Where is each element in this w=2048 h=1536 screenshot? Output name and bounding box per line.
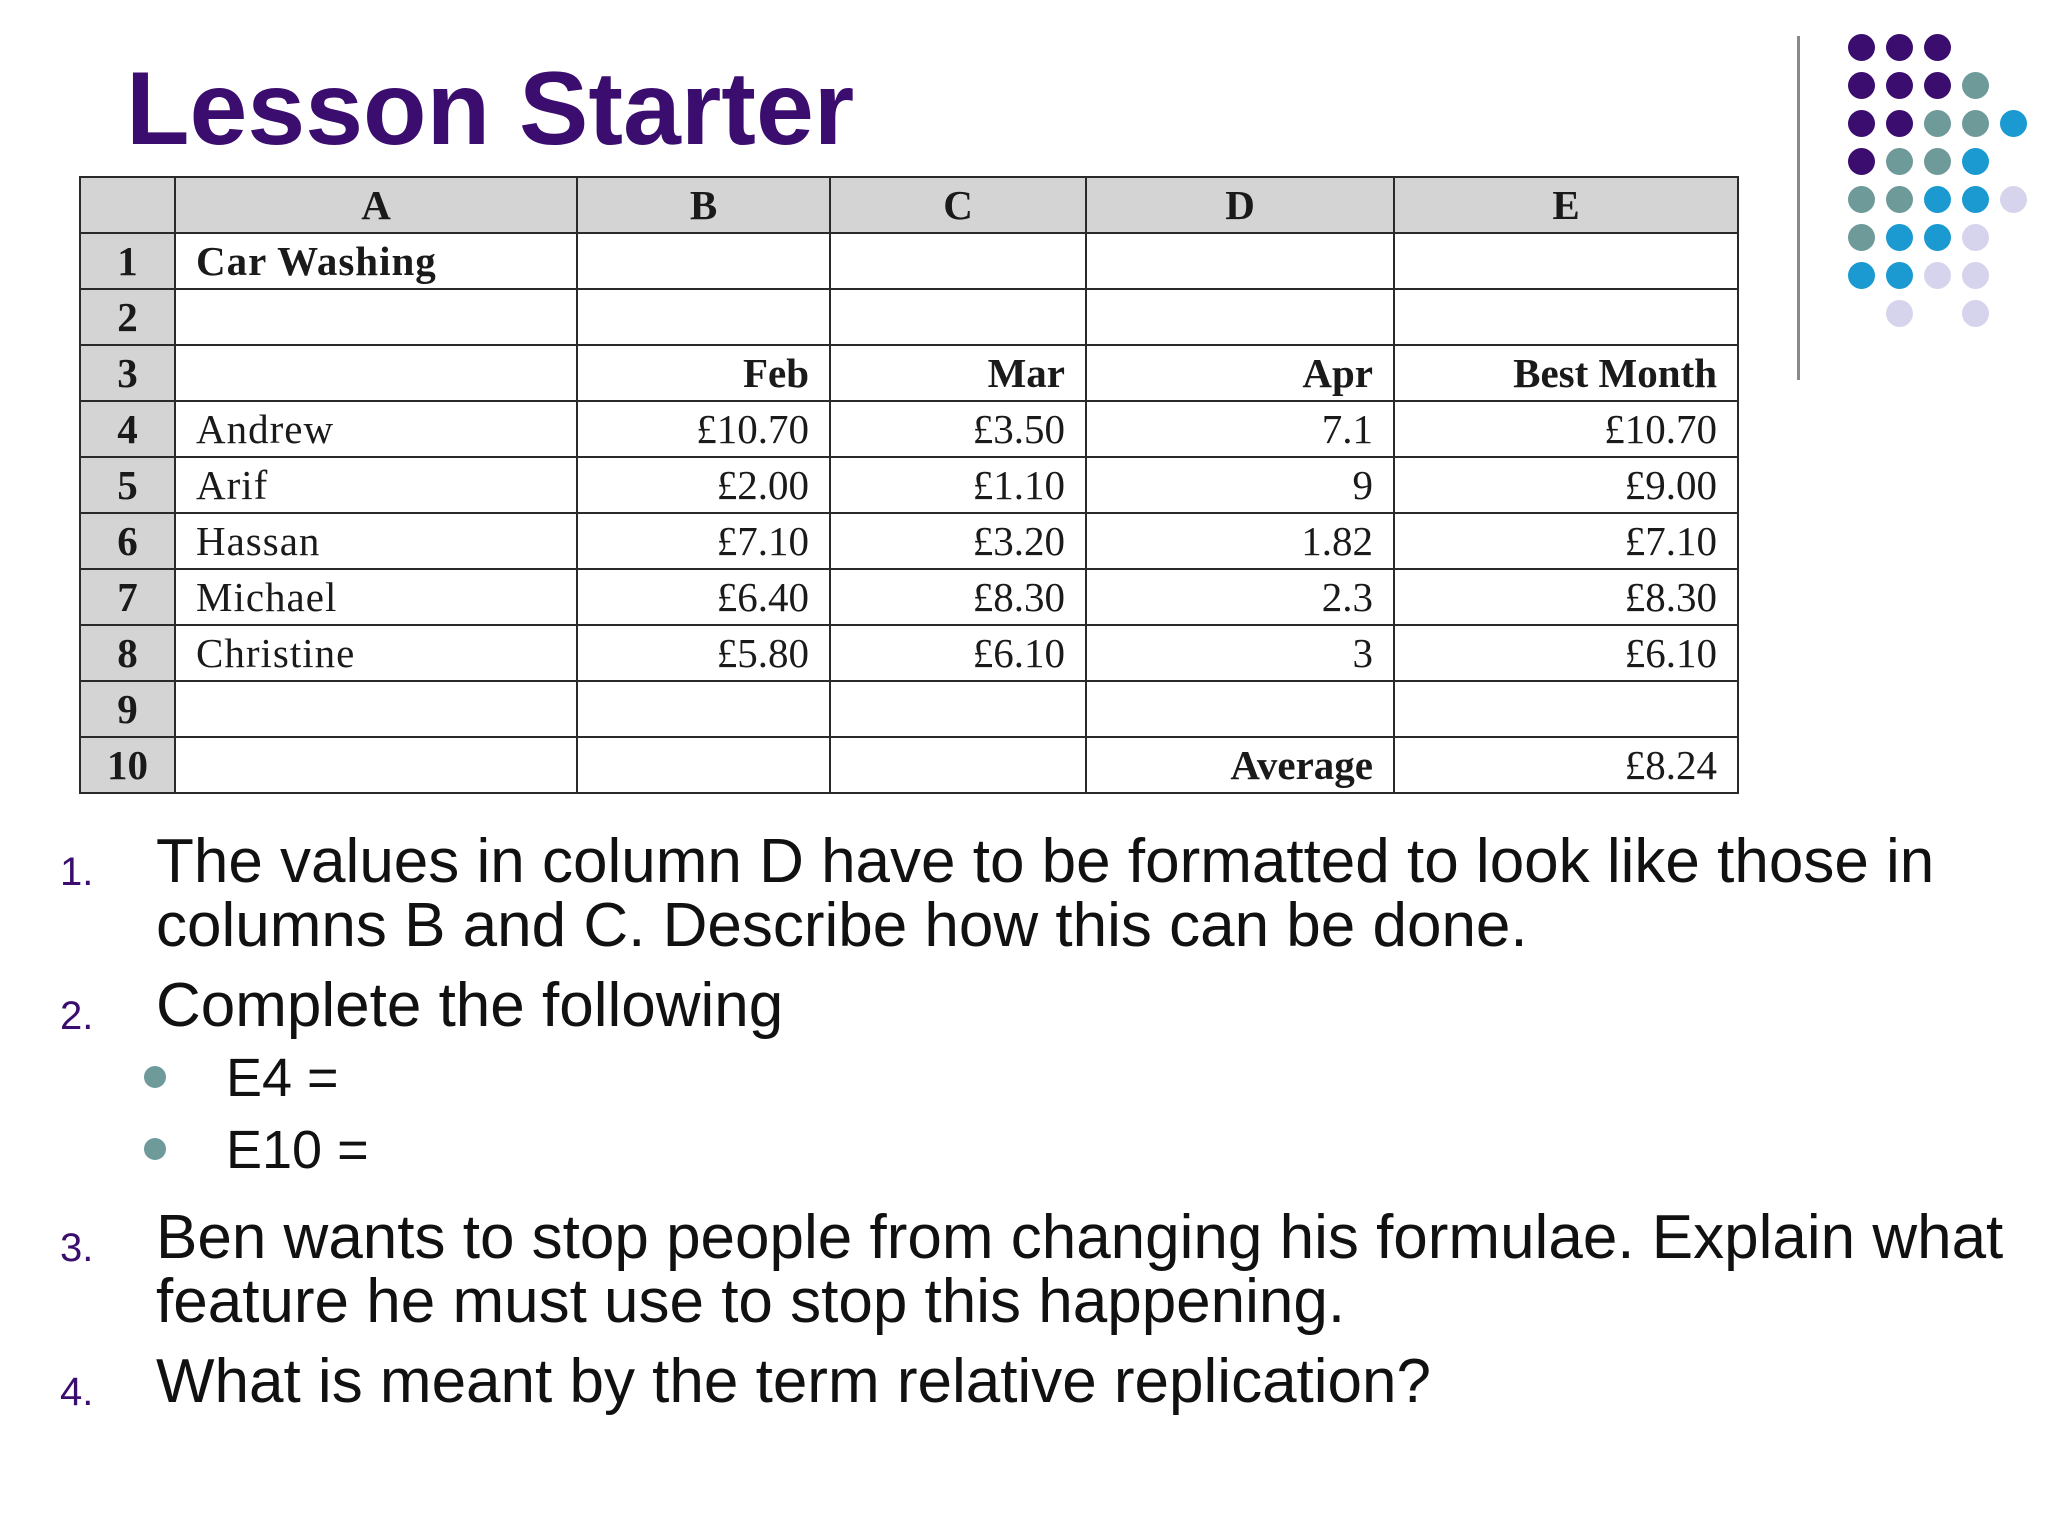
decorative-dot [1924, 110, 1951, 137]
divider-line [1797, 36, 1800, 380]
cell-d6: 1.82 [1086, 513, 1394, 569]
cell-c9 [830, 681, 1086, 737]
cell-d2 [1086, 289, 1394, 345]
cell-e4: £10.70 [1394, 401, 1738, 457]
table-row [80, 401, 1738, 457]
decorative-dot [1848, 72, 1875, 99]
cell-d1 [1086, 233, 1394, 289]
cell-e5: £9.00 [1394, 457, 1738, 513]
decorative-dot [1924, 34, 1951, 61]
cell-c6: £3.20 [830, 513, 1086, 569]
spreadsheet-table [79, 176, 1739, 794]
cell-a10 [175, 737, 577, 793]
decorative-dot [1886, 262, 1913, 289]
cell-c4: £3.50 [830, 401, 1086, 457]
cell-b7: £6.40 [577, 569, 830, 625]
question-number: 1. [60, 850, 94, 894]
decorative-dot [2000, 110, 2027, 137]
column-header-b: B [577, 177, 830, 233]
cell-e6: £7.10 [1394, 513, 1738, 569]
row-number: 5 [80, 457, 175, 513]
cell-a8: Christine [175, 625, 577, 681]
decorative-dot [1886, 300, 1913, 327]
row-number: 4 [80, 401, 175, 457]
cell-b8: £5.80 [577, 625, 830, 681]
cell-e8: £6.10 [1394, 625, 1738, 681]
table-row [80, 569, 1738, 625]
decorative-dot [1886, 72, 1913, 99]
cell-a3 [175, 345, 577, 401]
sub-item-text: E10 = [226, 1120, 369, 1180]
cell-c2 [830, 289, 1086, 345]
cell-b2 [577, 289, 830, 345]
cell-e2 [1394, 289, 1738, 345]
cell-e3: Best Month [1394, 345, 1738, 401]
question-4 [60, 1347, 2020, 1416]
cell-e10: £8.24 [1394, 737, 1738, 793]
cell-c5: £1.10 [830, 457, 1086, 513]
cell-a9 [175, 681, 577, 737]
table-row [80, 737, 1738, 793]
column-header-row [80, 177, 1738, 233]
question-text: What is meant by the term relative replication? [156, 1347, 1431, 1416]
column-header-a: A [175, 177, 577, 233]
cell-d9 [1086, 681, 1394, 737]
decorative-dot [1848, 34, 1875, 61]
decorative-dot [1848, 110, 1875, 137]
decorative-dot [1962, 224, 1989, 251]
row-number: 10 [80, 737, 175, 793]
decorative-dot [2000, 186, 2027, 213]
column-header-d: D [1086, 177, 1394, 233]
cell-e9 [1394, 681, 1738, 737]
cell-b5: £2.00 [577, 457, 830, 513]
cell-c3: Mar [830, 345, 1086, 401]
sub-item-text: E4 = [226, 1048, 339, 1108]
decorative-dot [1924, 72, 1951, 99]
cell-a2 [175, 289, 577, 345]
corner-cell [80, 177, 175, 233]
row-number: 6 [80, 513, 175, 569]
question-1 [60, 827, 2020, 960]
row-number: 7 [80, 569, 175, 625]
question-number: 4. [60, 1370, 94, 1414]
decorative-dot [1848, 148, 1875, 175]
decorative-dot [1886, 186, 1913, 213]
row-number: 1 [80, 233, 175, 289]
cell-c7: £8.30 [830, 569, 1086, 625]
decorative-dot [1848, 224, 1875, 251]
decorative-dot [1886, 148, 1913, 175]
question-number: 3. [60, 1226, 94, 1270]
decorative-dot [1886, 110, 1913, 137]
cell-b9 [577, 681, 830, 737]
row-number: 9 [80, 681, 175, 737]
cell-a5: Arif [175, 457, 577, 513]
cell-c8: £6.10 [830, 625, 1086, 681]
decorative-dot [1962, 110, 1989, 137]
decorative-dot [1886, 34, 1913, 61]
cell-d4: 7.1 [1086, 401, 1394, 457]
cell-c1 [830, 233, 1086, 289]
sub-item-e4 [60, 1042, 2020, 1114]
cell-d5: 9 [1086, 457, 1394, 513]
bullet-icon [144, 1066, 166, 1088]
cell-a7: Michael [175, 569, 577, 625]
decorative-dot [1962, 72, 1989, 99]
table-row [80, 513, 1738, 569]
cell-c10 [830, 737, 1086, 793]
sub-item-e10 [60, 1114, 2020, 1186]
column-header-e: E [1394, 177, 1738, 233]
question-text: The values in column D have to be formatted to look like those in columns B and C. Describe how this can be done. [156, 827, 1935, 960]
cell-d8: 3 [1086, 625, 1394, 681]
decorative-dot [1962, 186, 1989, 213]
cell-a6: Hassan [175, 513, 577, 569]
decorative-dot [1962, 262, 1989, 289]
table-row [80, 233, 1738, 289]
decorative-dot [1886, 224, 1913, 251]
question-text: Complete the following [156, 971, 784, 1040]
table-row [80, 681, 1738, 737]
cell-a1: Car Washing [175, 233, 577, 289]
table-row [80, 625, 1738, 681]
column-header-c: C [830, 177, 1086, 233]
cell-e1 [1394, 233, 1738, 289]
decorative-dot [1924, 148, 1951, 175]
table-row [80, 345, 1738, 401]
question-2 [60, 971, 2020, 1040]
question-text: Ben wants to stop people from changing his formulae. Explain what feature he must use to stop this happening. [156, 1203, 2004, 1336]
question-3 [60, 1203, 2020, 1336]
decorative-dot [1924, 262, 1951, 289]
decorative-dot [1848, 186, 1875, 213]
cell-d3: Apr [1086, 345, 1394, 401]
row-number: 2 [80, 289, 175, 345]
row-number: 8 [80, 625, 175, 681]
question-number: 2. [60, 994, 94, 1038]
cell-d7: 2.3 [1086, 569, 1394, 625]
decorative-dot [1962, 148, 1989, 175]
decorative-dot [1848, 262, 1875, 289]
bullet-icon [144, 1138, 166, 1160]
cell-b10 [577, 737, 830, 793]
table-row [80, 289, 1738, 345]
cell-b3: Feb [577, 345, 830, 401]
cell-b4: £10.70 [577, 401, 830, 457]
question-list [60, 827, 2020, 1430]
decorative-dot [1962, 300, 1989, 327]
cell-a4: Andrew [175, 401, 577, 457]
cell-d10: Average [1086, 737, 1394, 793]
cell-b1 [577, 233, 830, 289]
cell-e7: £8.30 [1394, 569, 1738, 625]
cell-b6: £7.10 [577, 513, 830, 569]
decorative-dot [1924, 186, 1951, 213]
row-number: 3 [80, 345, 175, 401]
decorative-dot [1924, 224, 1951, 251]
slide-title: Lesson Starter [126, 51, 855, 167]
table-row [80, 457, 1738, 513]
